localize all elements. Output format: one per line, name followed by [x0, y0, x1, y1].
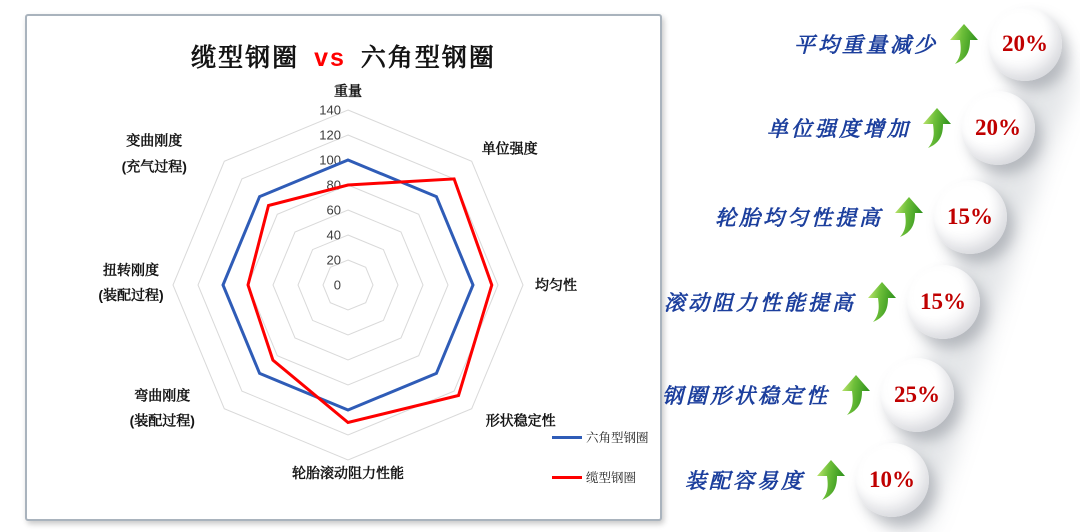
- grid-ring: [298, 235, 398, 335]
- benefit-label: 单位强度增加: [767, 117, 911, 141]
- legend-label: 六角型钢圈: [586, 431, 649, 445]
- benefit-row: [685, 443, 929, 517]
- legend-item: [552, 468, 649, 486]
- benefit-label: 钢圈形状稳定性: [662, 384, 830, 408]
- percent-value: 20%: [1002, 31, 1048, 56]
- axis-label: (充气过程): [121, 158, 187, 175]
- benefit-row: [664, 265, 980, 339]
- percent-badge: [933, 180, 1007, 254]
- legend-line-swatch: [552, 476, 582, 479]
- chart-title-vs: vs: [314, 44, 346, 72]
- series-缆型钢圈: [248, 179, 492, 423]
- axis-label: 形状稳定性: [485, 412, 556, 429]
- up-arrow-icon: [840, 374, 870, 416]
- benefit-row: [662, 358, 954, 432]
- radial-tick-label: 40: [326, 227, 341, 243]
- benefit-label: 平均重量减少: [794, 33, 938, 57]
- grid-ring: [173, 110, 523, 460]
- radial-tick-label: 140: [319, 102, 341, 118]
- axis-label: 变曲刚度: [126, 132, 183, 149]
- percent-value: 15%: [947, 204, 993, 229]
- up-arrow-icon: [866, 281, 896, 323]
- chart-title-left: 缆型钢圈: [191, 44, 300, 72]
- grid-ring: [273, 210, 423, 360]
- benefit-label: 轮胎均匀性提高: [715, 206, 883, 230]
- percent-badge: [961, 91, 1035, 165]
- radial-tick-label: 80: [326, 177, 341, 193]
- axis-label: 重量: [334, 83, 362, 99]
- axis-label: 均匀性: [535, 277, 577, 293]
- grid-ring: [248, 185, 448, 385]
- percent-value: 20%: [975, 115, 1021, 140]
- chart-title-right: 六角型钢圈: [360, 44, 496, 72]
- chart-legend: [552, 428, 649, 486]
- legend-label: 缆型钢圈: [586, 471, 637, 485]
- axis-label: 单位强度: [481, 140, 538, 157]
- percent-badge: [906, 265, 980, 339]
- benefit-row: [715, 180, 1007, 254]
- benefit-label: 滚动阻力性能提高: [664, 291, 856, 315]
- radial-tick-label: 100: [319, 152, 341, 168]
- percent-badge: [880, 358, 954, 432]
- grid-ring: [323, 260, 373, 310]
- up-arrow-icon: [893, 196, 923, 238]
- axis-label: (装配过程): [98, 287, 164, 303]
- up-arrow-icon: [815, 459, 845, 501]
- radial-tick-label: 20: [326, 252, 341, 268]
- up-arrow-icon: [948, 23, 978, 65]
- axis-label: 弯曲刚度: [134, 387, 191, 404]
- benefit-row: [794, 7, 1062, 81]
- percent-value: 15%: [920, 289, 966, 314]
- percent-value: 25%: [894, 382, 940, 407]
- benefit-row: [767, 91, 1035, 165]
- legend-line-swatch: [552, 436, 582, 439]
- up-arrow-icon: [921, 107, 951, 149]
- radial-tick-label: 120: [319, 127, 341, 143]
- axis-label: 轮胎滚动阻力性能: [292, 465, 404, 481]
- radar-chart-card: [25, 14, 662, 521]
- radial-tick-label: 60: [326, 202, 341, 218]
- axis-label: 扭转刚度: [103, 262, 159, 278]
- legend-item: [552, 428, 649, 446]
- percent-badge: [855, 443, 929, 517]
- series-六角型钢圈: [223, 160, 473, 410]
- percent-badge: [988, 7, 1062, 81]
- percent-value: 10%: [869, 467, 915, 492]
- benefit-label: 装配容易度: [685, 469, 805, 493]
- axis-label: (装配过程): [129, 412, 195, 429]
- radial-tick-label: 0: [333, 277, 341, 293]
